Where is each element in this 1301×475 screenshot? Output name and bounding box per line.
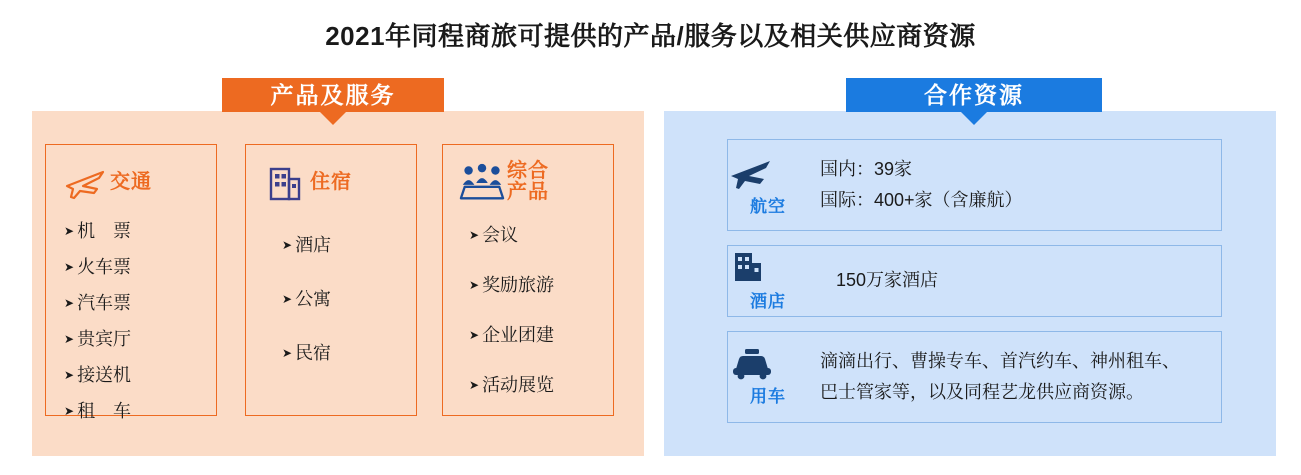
card-transport-title: 交通 <box>110 170 152 193</box>
list-item: ➤ 汽车票 <box>64 289 216 315</box>
list-item: ➤ 机 票 <box>64 217 216 243</box>
products-services-panel <box>32 111 644 456</box>
resource-row-car-icon-group <box>728 347 808 407</box>
card-integrated-products-list <box>443 207 613 397</box>
card-accommodation-list <box>246 207 416 365</box>
text-line: 150万家酒店 <box>836 270 939 291</box>
list-item: ➤ 公寓 <box>282 285 416 311</box>
resource-row-hotel-label: 酒店 <box>750 292 786 311</box>
resource-row-airline-text <box>808 154 1221 217</box>
banner-notch-icon <box>320 112 346 125</box>
list-item: ➤ 贵宾厅 <box>64 325 216 351</box>
products-services-banner <box>222 78 444 112</box>
list-item: ➤ 民宿 <box>282 339 416 365</box>
text-line: 国内：39家 <box>820 158 913 179</box>
card-transport <box>45 144 217 421</box>
resource-row-car-label: 用车 <box>750 387 786 406</box>
resource-row-car <box>727 331 1222 423</box>
partner-resources-panel <box>664 111 1276 456</box>
products-services-banner-label: 产品及服务 <box>270 82 396 108</box>
list-item: ➤ 奖励旅游 <box>469 271 613 297</box>
list-item: ➤ 租 车 <box>64 397 216 423</box>
list-item: ➤ 酒店 <box>282 231 416 257</box>
airplane-icon <box>62 162 108 202</box>
text-line: 滴滴出行、曹操专车、首汽约车、神州租车、 <box>820 350 1180 371</box>
card-integrated-products-title <box>507 161 549 203</box>
meeting-people-icon <box>459 161 505 203</box>
card-accommodation-header <box>246 145 416 207</box>
list-item: ➤ 企业团建 <box>469 321 613 347</box>
card-transport-header <box>46 145 216 207</box>
taxi-car-icon <box>728 347 808 381</box>
resource-row-car-text <box>808 346 1221 409</box>
hotel-building-icon <box>262 161 308 203</box>
list-item: ➤ 火车票 <box>64 253 216 279</box>
banner-notch-icon <box>961 112 987 125</box>
partner-resources-banner <box>846 78 1102 112</box>
resource-row-hotel-text <box>808 265 1221 297</box>
list-item: ➤ 会议 <box>469 221 613 247</box>
title-line-1: 综合 <box>507 160 549 182</box>
card-integrated-products <box>442 144 614 416</box>
resource-row-airline-icon-group <box>728 153 808 217</box>
text-line: 巴士管家等，以及同程艺龙供应商资源。 <box>820 382 1144 402</box>
list-item: ➤ 活动展览 <box>469 371 613 397</box>
resource-row-airline-label: 航空 <box>750 197 786 216</box>
card-integrated-products-header <box>443 145 613 207</box>
resource-row-hotel <box>727 245 1222 317</box>
hotel-building-icon <box>728 250 808 286</box>
title-line-2: 产品 <box>507 181 549 203</box>
resource-row-hotel-icon-group <box>728 250 808 312</box>
card-accommodation <box>245 144 417 416</box>
card-transport-list <box>46 207 216 423</box>
text-line: 国际：400+家（含廉航） <box>820 190 1023 210</box>
partner-resources-banner-label: 合作资源 <box>924 82 1024 108</box>
card-accommodation-title: 住宿 <box>310 170 352 193</box>
resource-row-airline <box>727 139 1222 231</box>
page-title: 2021年同程商旅可提供的产品/服务以及相关供应商资源 <box>325 21 976 51</box>
airplane-icon <box>728 153 808 191</box>
list-item: ➤ 接送机 <box>64 361 216 387</box>
